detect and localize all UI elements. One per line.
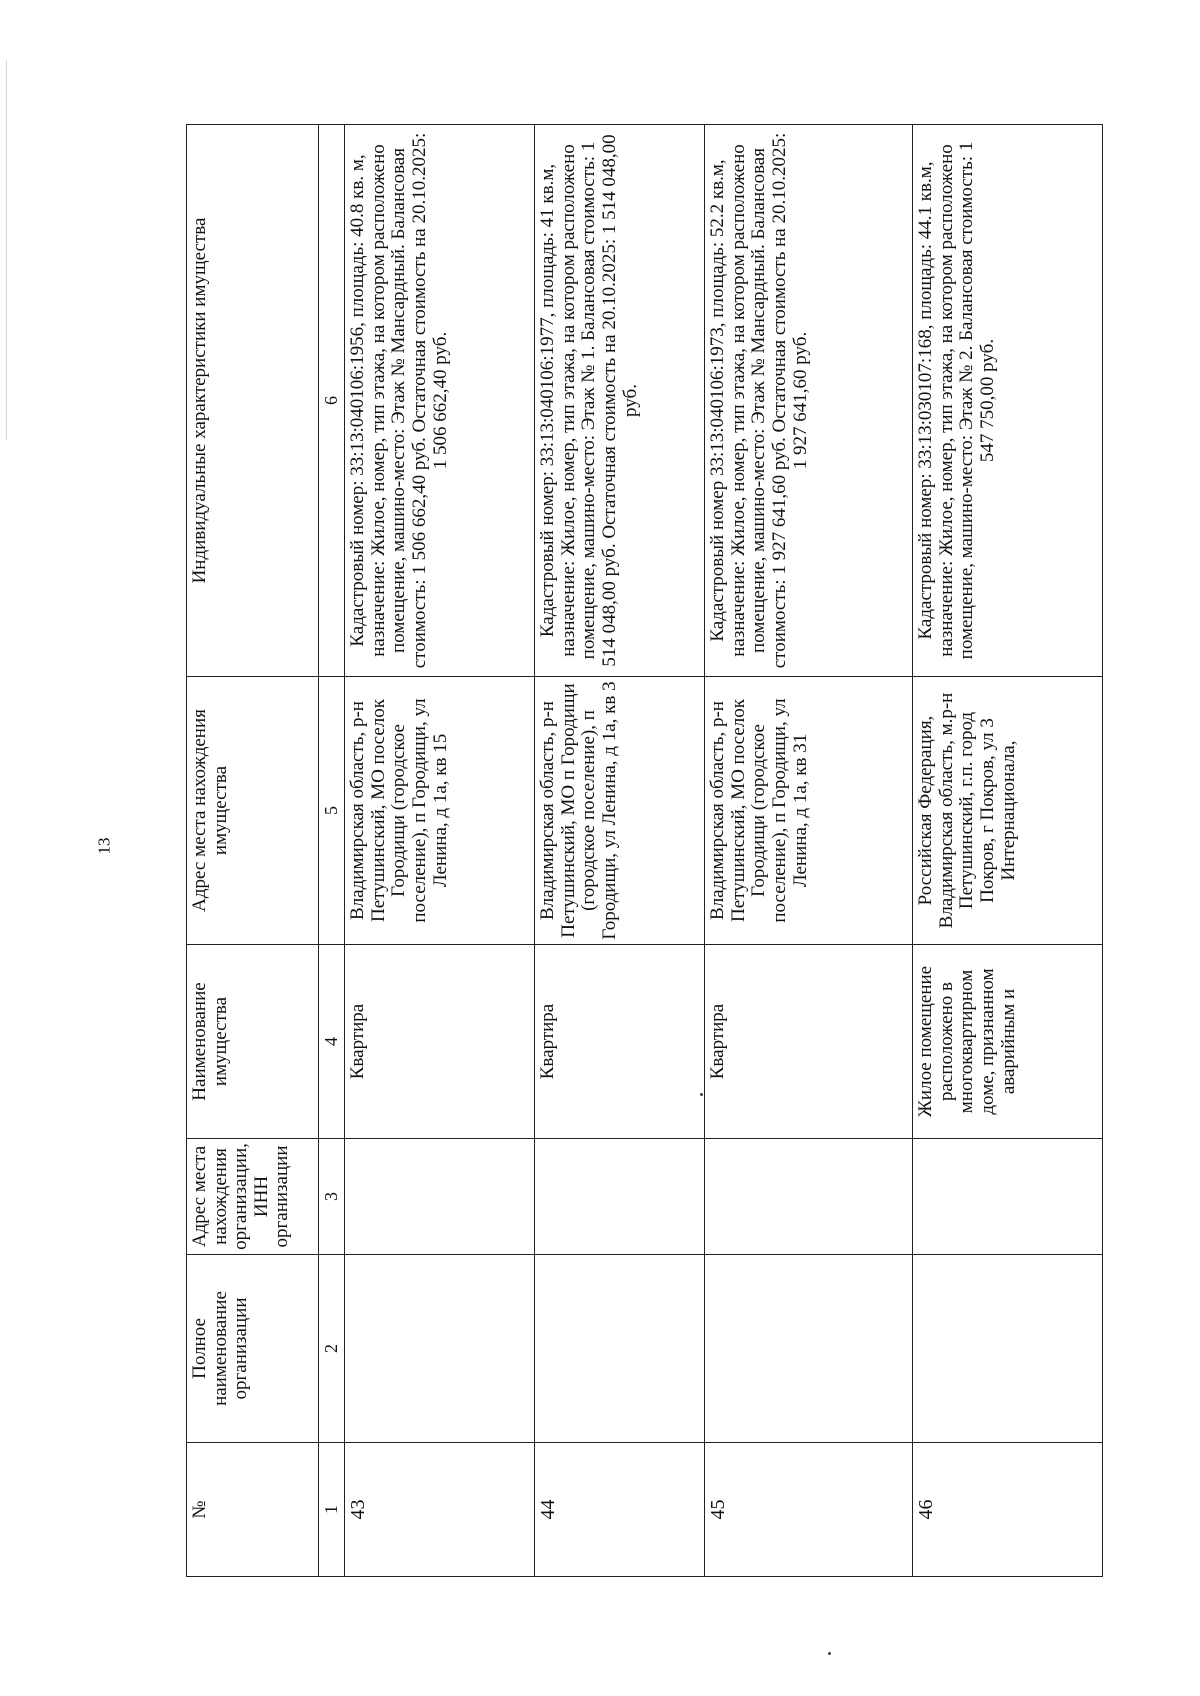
rotated-table-sheet	[186, 125, 1094, 1577]
org-name-cell	[535, 1255, 705, 1443]
property-name-cell: Жилое помещение расположено в многоквартирном доме, признанном аварийным и	[913, 945, 1103, 1139]
column-number: 6	[319, 125, 345, 677]
header-org-name: Полное наименование организации	[187, 1255, 319, 1443]
org-address-cell	[913, 1139, 1103, 1255]
header-number: №	[187, 1443, 319, 1577]
property-address-cell: Владимирская область, р-н Петушинский, МО поселок Городищи (городское поселение), п Городищи, ул Ленина, д 1а, кв 15	[345, 677, 535, 945]
scan-edge-mark	[6, 60, 7, 440]
row-number: 46	[913, 1443, 1103, 1577]
header-property-address: Адрес места нахождения имущества	[187, 677, 319, 945]
column-number: 4	[319, 945, 345, 1139]
org-name-cell	[345, 1255, 535, 1443]
header-property-name: Наименование имущества	[187, 945, 319, 1139]
property-name-cell: Квартира	[705, 945, 913, 1139]
org-address-cell	[705, 1139, 913, 1255]
property-name-cell: Квартира	[345, 945, 535, 1139]
property-register-table	[186, 124, 1103, 1577]
column-number: 1	[319, 1443, 345, 1577]
column-number: 3	[319, 1139, 345, 1255]
characteristics-cell: Кадастровый номер: 33:13:040106:1977, площадь: 41 кв.м, назначение: Жилое, номер, тип этажа, на котором расположено помещение, машино-место: Этаж № 1. Балансовая стоимость: 1 514 048,00 руб. Остаточная стоимость на 20.10.2025: 1 514 048,00 руб.	[535, 125, 705, 677]
org-name-cell	[705, 1255, 913, 1443]
table-row	[535, 125, 705, 1577]
row-number: 45	[705, 1443, 913, 1577]
property-name-cell: Квартира	[535, 945, 705, 1139]
property-address-cell: Владимирская область, р-н Петушинский, МО п Городищи (городское поселение), п Городищи, ул Ленина, д 1а, кв 3	[535, 677, 705, 945]
scan-speck	[700, 1093, 703, 1096]
table-row	[705, 125, 913, 1577]
header-org-address: Адрес места нахождения организации, ИНН организации	[187, 1139, 319, 1255]
table-header-row	[187, 125, 319, 1577]
column-number: 5	[319, 677, 345, 945]
page-number: 13	[94, 837, 114, 855]
column-number: 2	[319, 1255, 345, 1443]
characteristics-cell: Кадастровый номер: 33:13:040106:1956, площадь: 40.8 кв. м, назначение: Жилое, номер, тип этажа, на котором расположено помещение, машино-место: Этаж № Мансардный. Балансовая стоимость: 1 506 662,40 руб. Остаточная стоимость на 20.10.2025: 1 506 662,40 руб.	[345, 125, 535, 677]
row-number: 44	[535, 1443, 705, 1577]
table-row	[913, 125, 1103, 1577]
org-address-cell	[535, 1139, 705, 1255]
table-row	[345, 125, 535, 1577]
org-address-cell	[345, 1139, 535, 1255]
property-address-cell: Российская Федерация, Владимирская область, м.р-н Петушинский, г.п. город Покров, г Покров, ул 3 Интернационала,	[913, 677, 1103, 945]
column-number-row	[319, 125, 345, 1577]
characteristics-cell: Кадастровый номер 33:13:040106:1973, площадь: 52.2 кв.м, назначение: Жилое, номер, тип этажа, на котором расположено помещение, машино-место: Этаж № Мансардный. Балансовая стоимость: 1 927 641,60 руб. Остаточная стоимость на 20.10.2025: 1 927 641,60 руб.	[705, 125, 913, 677]
scan-speck	[828, 1652, 831, 1655]
property-address-cell: Владимирская область, р-н Петушинский, МО поселок Городищи (городское поселение), п Городищи, ул Ленина, д 1а, кв 31	[705, 677, 913, 945]
header-characteristics: Индивидуальные характеристики имущества	[187, 125, 319, 677]
row-number: 43	[345, 1443, 535, 1577]
org-name-cell	[913, 1255, 1103, 1443]
characteristics-cell: Кадастровый номер: 33:13:030107:168, площадь: 44.1 кв.м, назначение: Жилое, номер, тип этажа, на котором расположено помещение, машино-место: Этаж № 2. Балансовая стоимость: 1 547 750,00 руб.	[913, 125, 1103, 677]
